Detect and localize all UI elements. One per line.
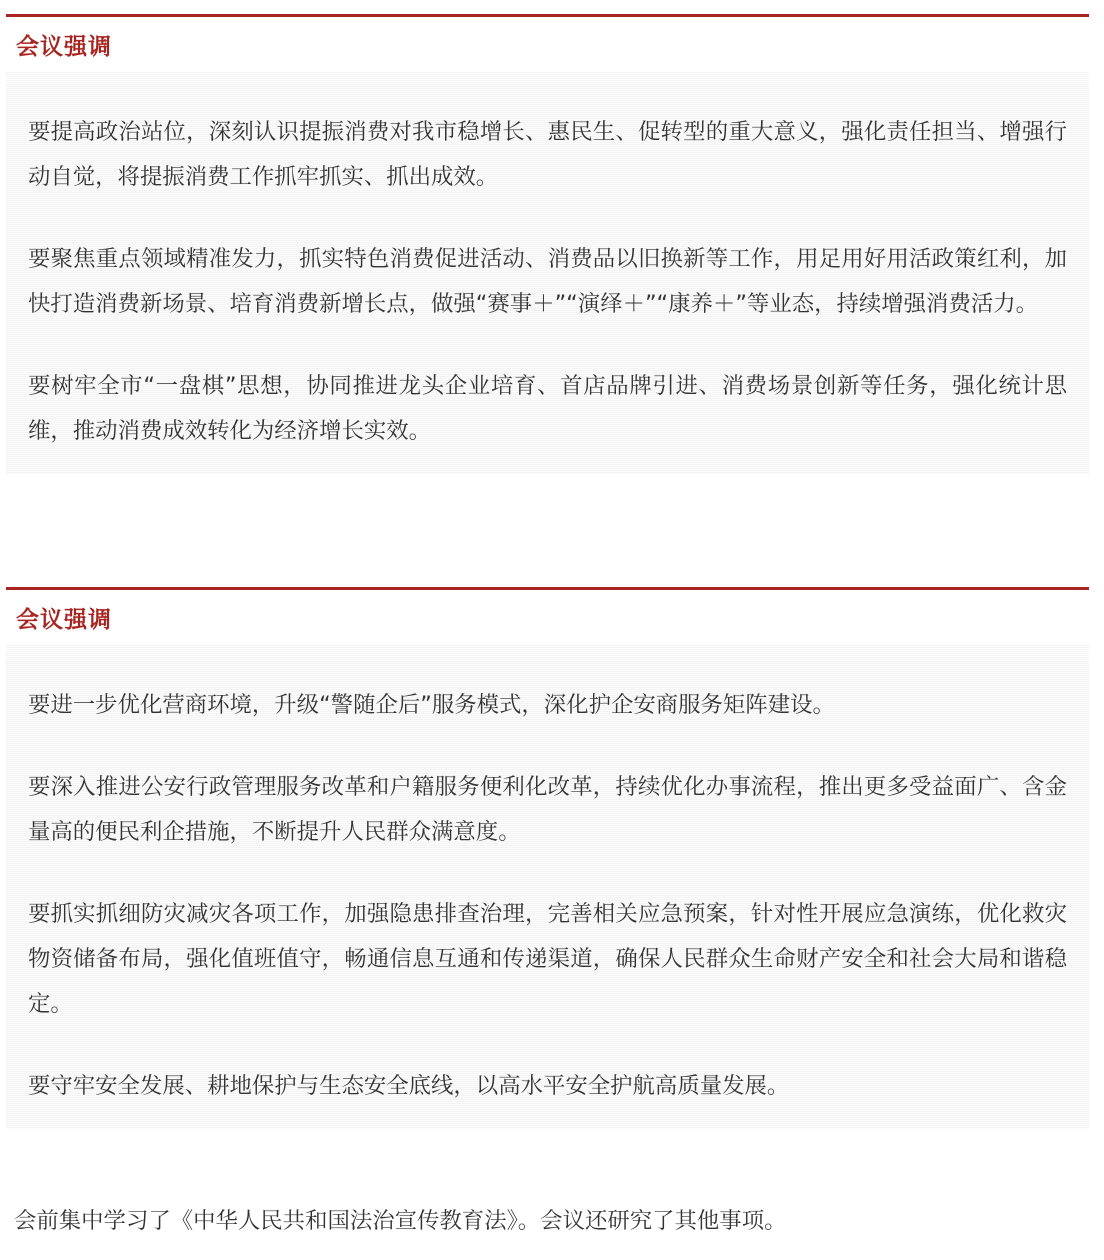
meeting-emphasis-section-1 bbox=[6, 14, 1089, 474]
paragraph: 要守牢安全发展、耕地保护与生态安全底线，以高水平安全护航高质量发展。 bbox=[28, 1073, 790, 1099]
paragraph: 要树牢全市“一盘棋”思想，协同推进龙头企业培育、首店品牌引进、消费场景创新等任务，强化统计思维，推动消费成效转化为经济增长实效。 bbox=[28, 373, 1067, 444]
paragraph: 要深入推进公安行政管理服务改革和户籍服务便利化改革，持续优化办事流程，推出更多受益面广、含金量高的便民利企措施，不断提升人民群众满意度。 bbox=[28, 774, 1067, 845]
closing-paragraph: 会前集中学习了《中华人民共和国法治宣传教育法》。会议还研究了其他事项。 bbox=[14, 1208, 787, 1234]
paragraph: 要聚焦重点领域精准发力，抓实特色消费促进活动、消费品以旧换新等工作，用足用好用活政策红利，加快打造消费新场景、培育消费新增长点，做强“赛事＋”“演绎＋”“康养＋”等业态，持续增强消费活力。 bbox=[28, 246, 1067, 317]
divider-stripe bbox=[6, 645, 1089, 657]
section-title: 会议强调 bbox=[16, 34, 112, 60]
paragraph: 要进一步优化营商环境，升级“警随企后”服务模式，深化护企安商服务矩阵建设。 bbox=[28, 692, 835, 718]
meeting-emphasis-section-2 bbox=[6, 587, 1089, 1129]
section-header bbox=[6, 587, 1089, 645]
section-body bbox=[6, 84, 1089, 474]
paragraph: 要抓实抓细防灾减灾各项工作，加强隐患排查治理，完善相关应急预案，针对性开展应急演练，优化救灾物资储备布局，强化值班值守，畅通信息互通和传递渠道，确保人民群众生命财产安全和社会大局和谐稳定。 bbox=[28, 901, 1067, 1017]
divider-stripe bbox=[6, 72, 1089, 84]
section-body bbox=[6, 657, 1089, 1129]
section-header bbox=[6, 14, 1089, 72]
paragraph: 要提高政治站位，深刻认识提振消费对我市稳增长、惠民生、促转型的重大意义，强化责任担当、增强行动自觉，将提振消费工作抓牢抓实、抓出成效。 bbox=[28, 119, 1067, 190]
section-title: 会议强调 bbox=[16, 607, 112, 633]
